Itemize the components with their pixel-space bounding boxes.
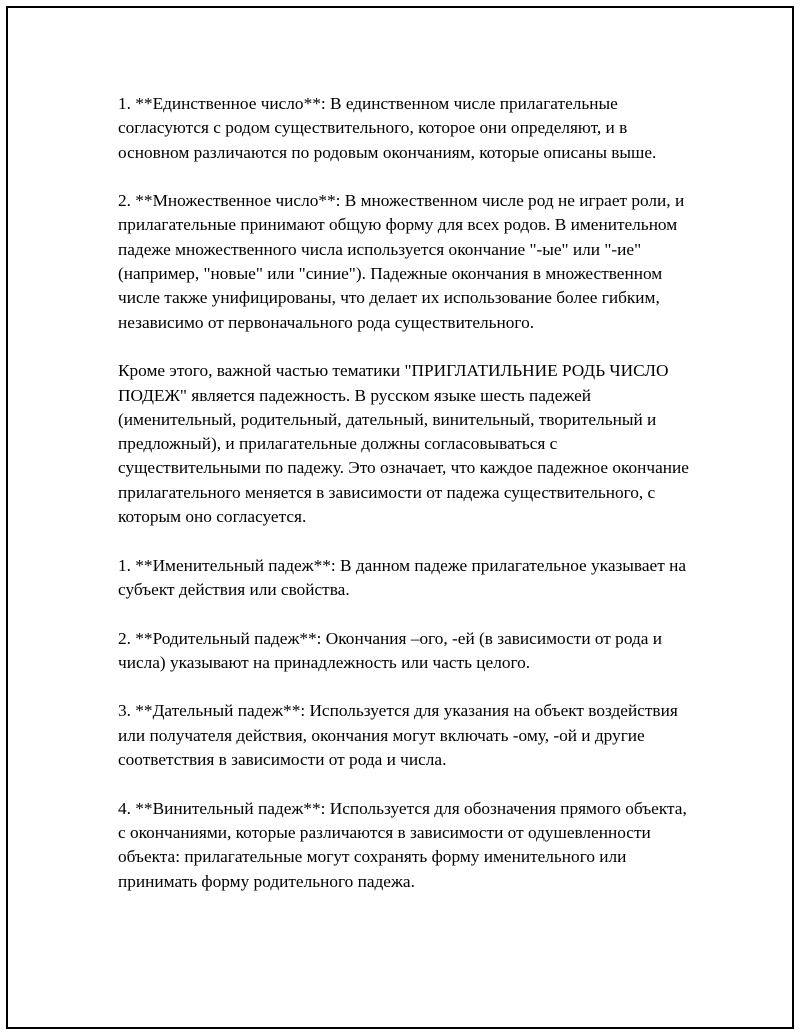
- paragraph-singular-number: 1. **Единственное число**: В единственном числе прилагательные согласуются с родом существительного, которое они определяют, и в основном различаются по родовым окончаниям, которые описаны выше.: [118, 94, 657, 162]
- paragraph-dative-case: 3. **Дательный падеж**: Используется для указания на объект воздействия или получателя действия, окончания могут включать -ому, -ой и другие соответствия в зависимости от рода и числа.: [118, 701, 678, 770]
- paragraph-plural-number: 2. **Множественное число**: В множественном числе род не играет роли, и прилагательные принимают общую форму для всех родов. В именительном падеже множественного числа используется окончание "-ые" или "-ие" (например, "новые" или "синие"). Падежные окончания в множественном числе также унифицированы, что делает их использование более гибким, независимо от первоначального рода существительного.: [118, 191, 685, 332]
- paragraph-case-intro: Кроме этого, важной частью тематики "ПРИГЛАТИЛЬНИЕ РОДЬ ЧИСЛО ПОДЕЖ" является падежность. В русском языке шесть падежей (именительный, родительный, дательный, винительный, творительный и предложный), и прилагательные должны согласовываться с существительными по падежу. Это означает, что каждое падежное окончание прилагательного меняется в зависимости от падежа существительного, с которым оно согласуется.: [118, 361, 689, 527]
- paragraph-nominative-case: 1. **Именительный падеж**: В данном падеже прилагательное указывает на субъект действия или свойства.: [118, 555, 686, 599]
- paragraph-accusative-case: 4. **Винительный падеж**: Используется для обозначения прямого объекта, с окончаниями, которые различаются в зависимости от одушевленности объекта: прилагательные могут сохранять форму именительного или принимать форму родительного падежа.: [118, 798, 687, 891]
- document-body: [118, 92, 698, 918]
- paragraph-genitive-case: 2. **Родительный падеж**: Окончания –ого, -ей (в зависимости от рода и числа) указывают на принадлежность или часть целого.: [118, 628, 662, 672]
